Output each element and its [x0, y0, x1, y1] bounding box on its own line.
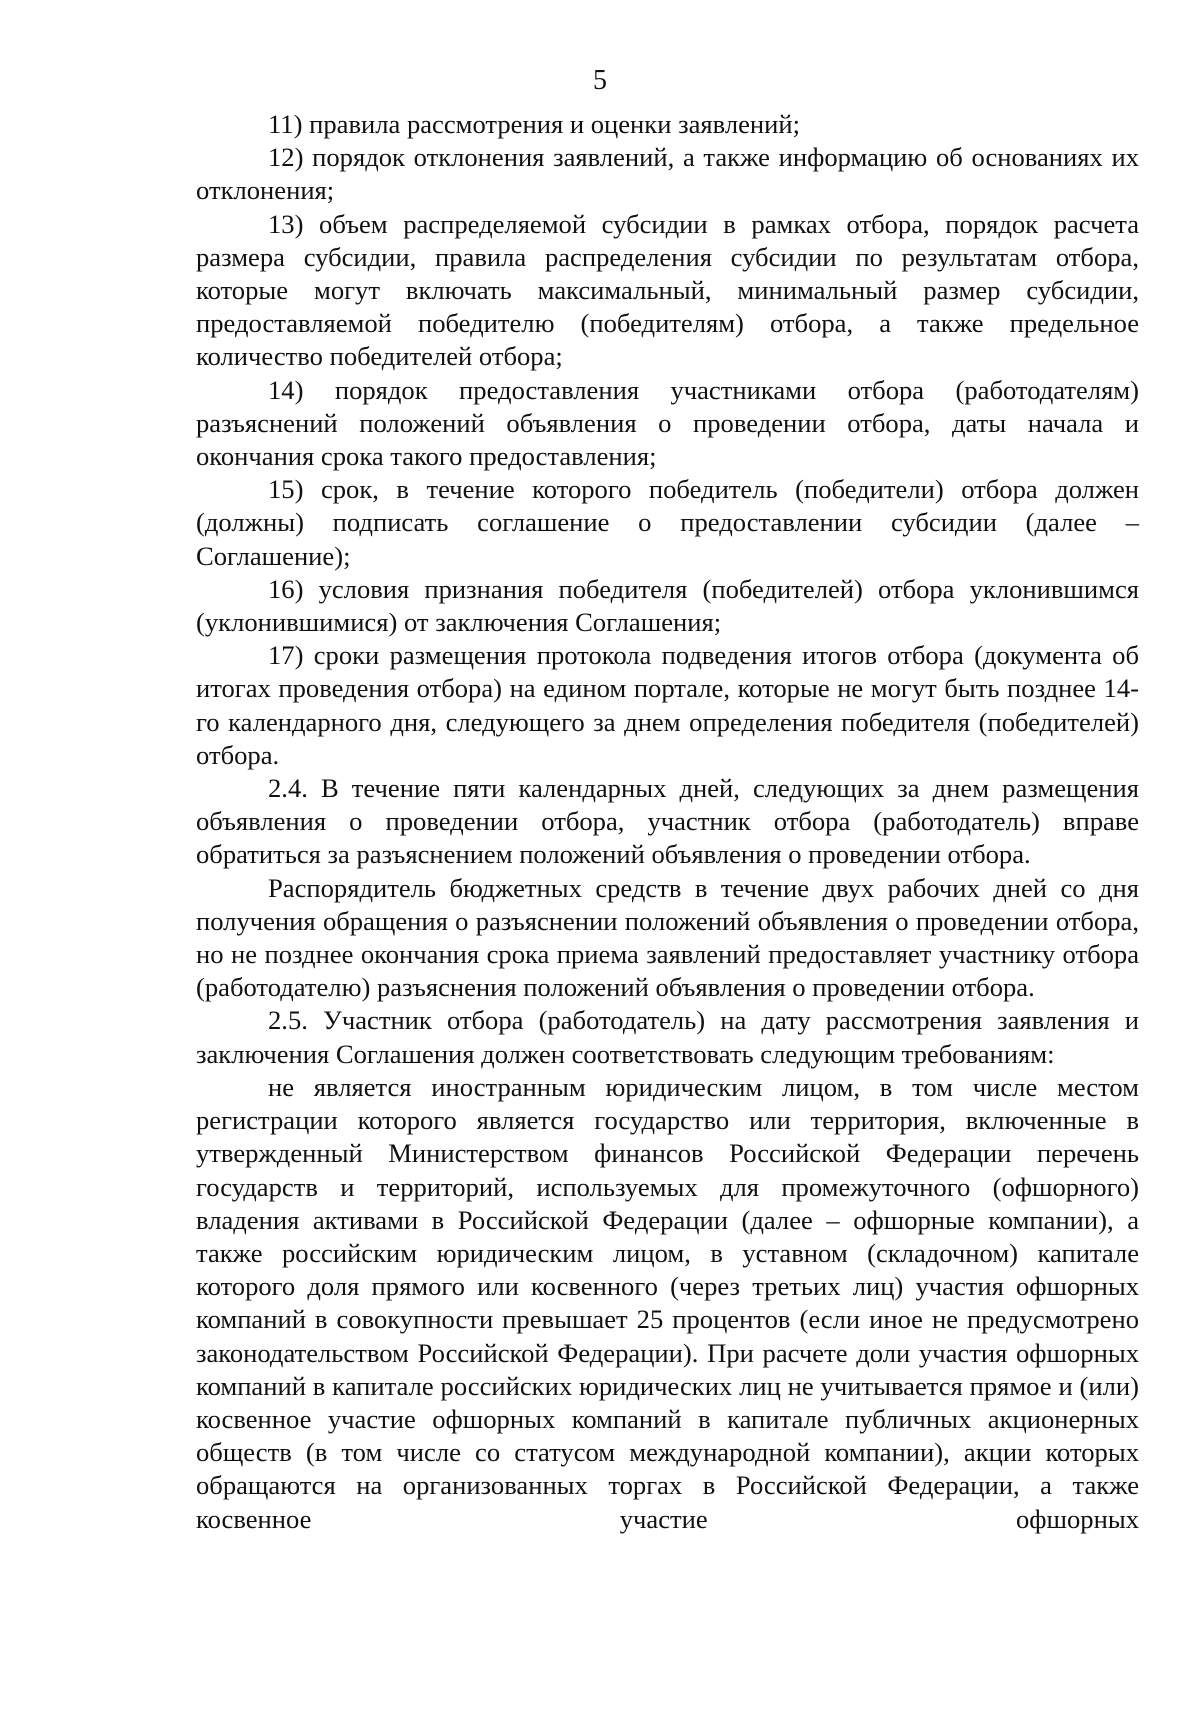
list-item-17: 17) сроки размещения протокола подведения итогов отбора (документа об итогах проведения отбора) на едином портале, которые не могут быть позднее 14-го календарного дня, следующего за днем определения победителя (победителей) отбора.	[196, 640, 1139, 770]
section-2-4: 2.4. В течение пяти календарных дней, следующих за днем размещения объявления о проведении отбора, участник отбора (работодатель) вправе обратиться за разъяснением положений объявления о проведении отбора.	[196, 773, 1139, 870]
section-2-4-continuation: Распорядитель бюджетных средств в течение двух рабочих дней со дня получения обращения о разъяснении положений объявления о проведении отбора, но не позднее окончания срока приема заявлений предоставляет участнику отбора (работодателю) разъяснения положений объявления о проведении отбора.	[196, 872, 1139, 1003]
list-item-11: 11) правила рассмотрения и оценки заявлений;	[268, 109, 800, 139]
list-item-14: 14) порядок предоставления участниками отбора (работодателям) разъяснений положений объявления о проведении отбора, даты начала и окончания срока такого предоставления;	[196, 374, 1139, 472]
requirement-paragraph: не является иностранным юридическим лицом, в том числе местом регистрации которого является государство или территория, включенные в утвержденный Министерством финансов Российской Федерации перечень государств и территорий, используемых для промежуточного (офшорного) владения активами в Российской Федерации (далее – офшорные компании), а также российским юридическим лицом, в уставном (складочном) капитале которого доля прямого или косвенного (через третьих лиц) участия офшорных компаний в совокупности превышает 25 процентов (если иное не предусмотрено законодательством Российской Федерации). При расчете доли участия офшорных компаний в капитале российских юридических лиц не учитывается прямое и (или) косвенное участие офшорных компаний в капитале публичных акционерных обществ (в том числе со статусом международной компании), акции которых обращаются на организованных торгах в Российской Федерации, а также косвенное участие офшорных	[196, 1071, 1139, 1534]
list-item-12: 12) порядок отклонения заявлений, а также информацию об основаниях их отклонения;	[196, 142, 1139, 206]
section-2-5: 2.5. Участник отбора (работодатель) на дату рассмотрения заявления и заключения Соглашения должен соответствовать следующим требованиям:	[196, 1005, 1139, 1069]
page-number: 5	[593, 65, 607, 96]
document-body	[196, 108, 1139, 1536]
list-item-15: 15) срок, в течение которого победитель (победители) отбора должен (должны) подписать соглашение о предоставлении субсидии (далее – Соглашение);	[196, 474, 1139, 571]
list-item-16: 16) условия признания победителя (победителей) отбора уклонившимся (уклонившимися) от заключения Соглашения;	[196, 573, 1139, 638]
list-item-13: 13) объем распределяемой субсидии в рамках отбора, порядок расчета размера субсидии, правила распределения субсидии по результатам отбора, которые могут включать максимальный, минимальный размер субсидии, предоставляемой победителю (победителям) отбора, а также предельное количество победителей отбора;	[196, 208, 1139, 372]
